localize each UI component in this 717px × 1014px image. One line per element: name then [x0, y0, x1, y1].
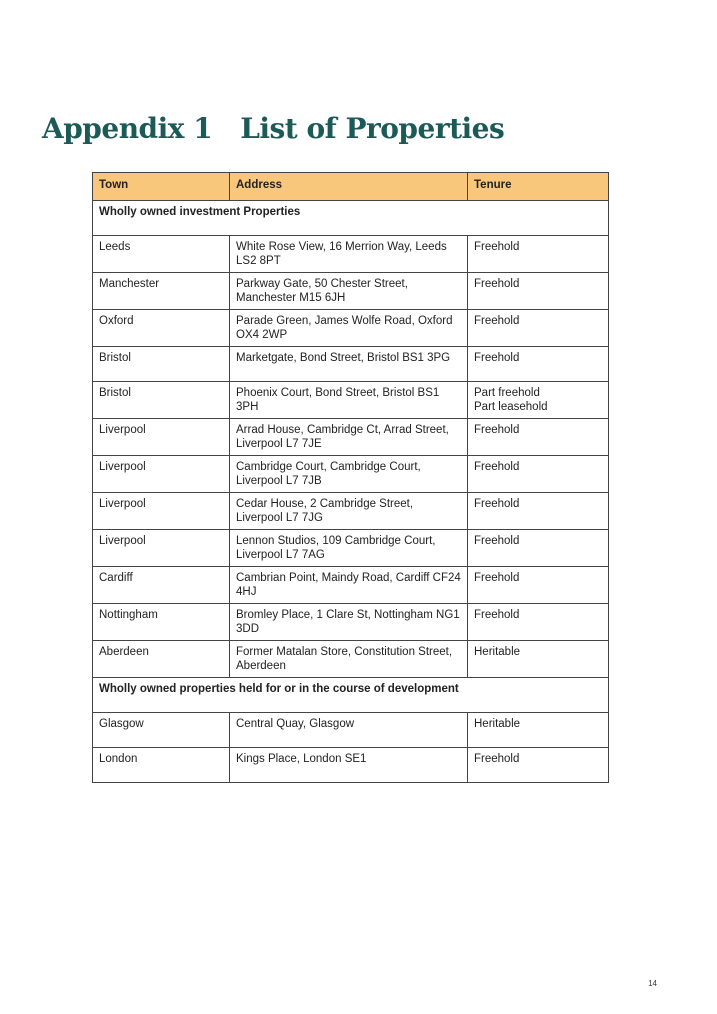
table-row — [93, 604, 609, 641]
table-row — [93, 236, 609, 273]
cell-tenure: Part freehold Part leasehold — [468, 382, 609, 419]
cell-town: Leeds — [93, 236, 230, 273]
table-row — [93, 530, 609, 567]
cell-town: London — [93, 748, 230, 783]
cell-address: Parkway Gate, 50 Chester Street, Manchester M15 6JH — [230, 273, 468, 310]
section-title: Wholly owned properties held for or in the course of development — [93, 678, 609, 713]
table-row — [93, 310, 609, 347]
cell-tenure: Freehold — [468, 310, 609, 347]
cell-address: Lennon Studios, 109 Cambridge Court, Liverpool L7 7AG — [230, 530, 468, 567]
table-row — [93, 419, 609, 456]
table-body — [93, 201, 609, 783]
cell-town: Bristol — [93, 347, 230, 382]
cell-address: Cedar House, 2 Cambridge Street, Liverpool L7 7JG — [230, 493, 468, 530]
section-title: Wholly owned investment Properties — [93, 201, 609, 236]
cell-tenure: Freehold — [468, 347, 609, 382]
cell-town: Liverpool — [93, 419, 230, 456]
cell-tenure: Freehold — [468, 748, 609, 783]
cell-address: Parade Green, James Wolfe Road, Oxford OX4 2WP — [230, 310, 468, 347]
table-row — [93, 382, 609, 419]
cell-address: Marketgate, Bond Street, Bristol BS1 3PG — [230, 347, 468, 382]
page-number: 14 — [648, 979, 657, 988]
cell-address: Kings Place, London SE1 — [230, 748, 468, 783]
cell-town: Bristol — [93, 382, 230, 419]
cell-address: Central Quay, Glasgow — [230, 713, 468, 748]
table-row — [93, 347, 609, 382]
cell-address: Cambrian Point, Maindy Road, Cardiff CF24 4HJ — [230, 567, 468, 604]
column-header-town: Town — [93, 173, 230, 201]
cell-town: Glasgow — [93, 713, 230, 748]
cell-tenure: Freehold — [468, 604, 609, 641]
appendix-title: List of Properties — [240, 112, 505, 145]
cell-tenure: Freehold — [468, 273, 609, 310]
cell-tenure: Heritable — [468, 713, 609, 748]
column-header-address: Address — [230, 173, 468, 201]
cell-tenure: Freehold — [468, 236, 609, 273]
cell-address: Arrad House, Cambridge Ct, Arrad Street, Liverpool L7 7JE — [230, 419, 468, 456]
properties-table — [92, 172, 609, 783]
cell-tenure: Freehold — [468, 567, 609, 604]
cell-tenure: Freehold — [468, 456, 609, 493]
table-row — [93, 567, 609, 604]
table-row — [93, 713, 609, 748]
cell-town: Manchester — [93, 273, 230, 310]
table-row — [93, 456, 609, 493]
column-header-tenure: Tenure — [468, 173, 609, 201]
cell-town: Liverpool — [93, 493, 230, 530]
cell-address: White Rose View, 16 Merrion Way, Leeds LS2 8PT — [230, 236, 468, 273]
section-row — [93, 678, 609, 713]
cell-town: Aberdeen — [93, 641, 230, 678]
cell-tenure: Freehold — [468, 493, 609, 530]
cell-address: Bromley Place, 1 Clare St, Nottingham NG1 3DD — [230, 604, 468, 641]
table-row — [93, 493, 609, 530]
table-row — [93, 641, 609, 678]
cell-tenure: Freehold — [468, 530, 609, 567]
cell-town: Oxford — [93, 310, 230, 347]
cell-address: Former Matalan Store, Constitution Street, Aberdeen — [230, 641, 468, 678]
cell-tenure: Heritable — [468, 641, 609, 678]
cell-town: Liverpool — [93, 456, 230, 493]
table-header-row — [93, 173, 609, 201]
table-row — [93, 748, 609, 783]
cell-town: Liverpool — [93, 530, 230, 567]
appendix-label: Appendix 1 — [42, 112, 213, 145]
cell-town: Nottingham — [93, 604, 230, 641]
cell-tenure: Freehold — [468, 419, 609, 456]
cell-address: Cambridge Court, Cambridge Court, Liverpool L7 7JB — [230, 456, 468, 493]
cell-address: Phoenix Court, Bond Street, Bristol BS1 3PH — [230, 382, 468, 419]
section-row — [93, 201, 609, 236]
page-heading — [42, 112, 504, 145]
table-row — [93, 273, 609, 310]
cell-town: Cardiff — [93, 567, 230, 604]
